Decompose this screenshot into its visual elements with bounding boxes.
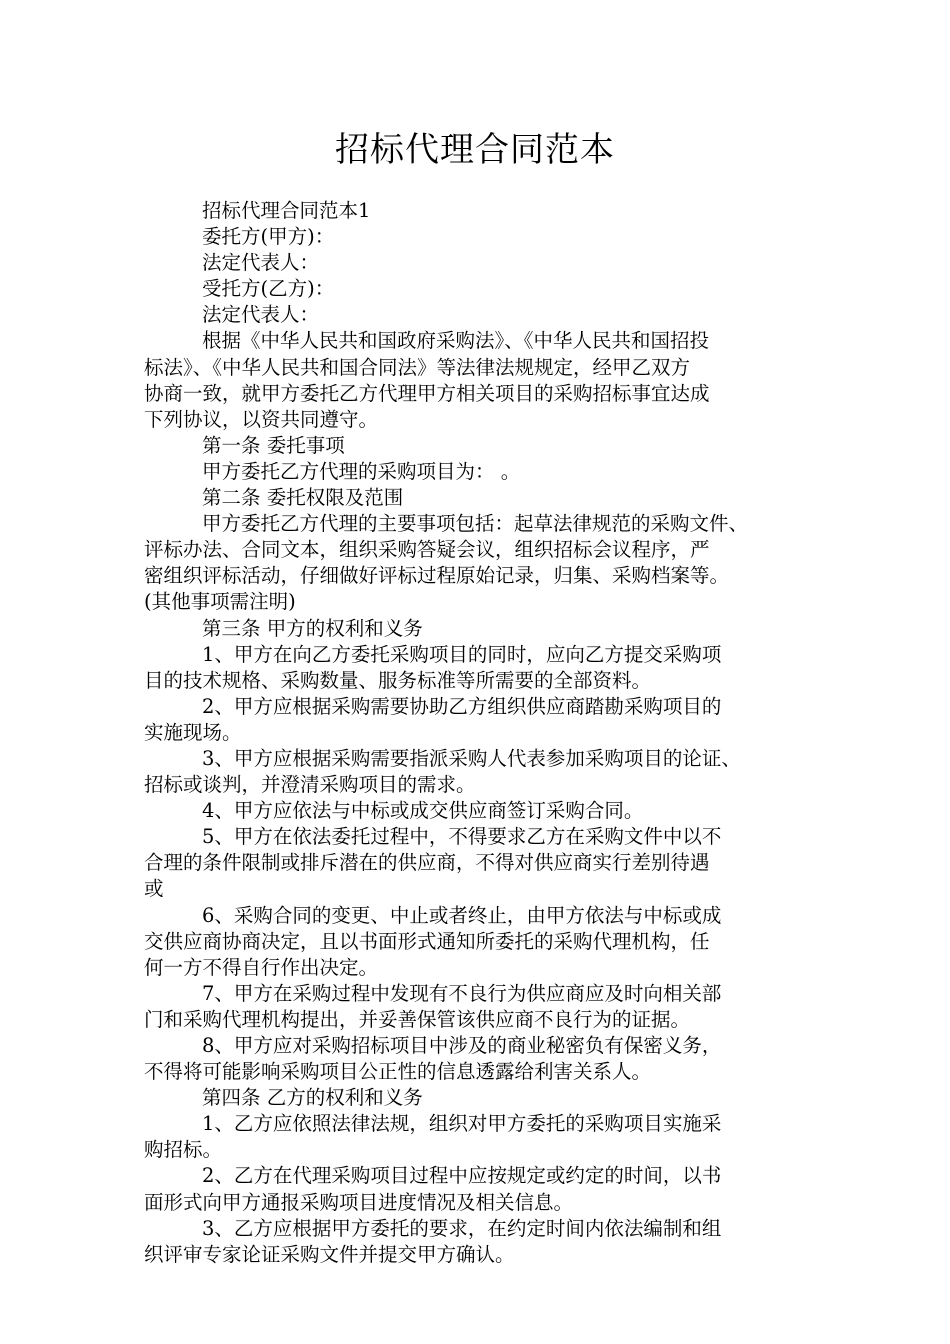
document-line: 法定代表人： (202, 303, 320, 327)
document-line: 织评审专家论证采购文件并提交甲方确认。 (144, 1242, 515, 1266)
document-line: 密组织评标活动，仔细做好评标过程原始记录，归集、采购档案等。 (144, 564, 730, 588)
document-line: 面形式向甲方通报采购项目进度情况及相关信息。 (144, 1190, 574, 1214)
document-line: 目的技术规格、采购数量、服务标准等所需要的全部资料。 (144, 668, 652, 692)
document-line: 甲方委托乙方代理的采购项目为： 。 (202, 459, 521, 483)
document-line: 根据《中华人民共和国政府采购法》、《中华人民共和国招投 (202, 329, 710, 353)
document-line: 受托方(乙方)： (202, 277, 335, 301)
document-line: 第四条 乙方的权利和义务 (202, 1086, 423, 1110)
document-line: 3、甲方应根据采购需要指派采购人代表参加采购项目的论证、 (202, 746, 741, 770)
document-line: 标法》、《中华人民共和国合同法》等法律法规规定，经甲乙双方 (144, 355, 691, 379)
document-line: 购招标。 (144, 1138, 223, 1162)
document-line: 评标办法、合同文本，组织采购答疑会议，组织招标会议程序，严 (144, 538, 710, 562)
document-line: 何一方不得自行作出决定。 (144, 955, 379, 979)
document-line: 4、甲方应依法与中标或成交供应商签订采购合同。 (202, 799, 644, 823)
document-line: 1、乙方应依照法律法规，组织对甲方委托的采购项目实施采 (202, 1112, 722, 1136)
document-line: 2、乙方在代理采购项目过程中应按规定或约定的时间，以书 (202, 1164, 722, 1188)
document-line: 第一条 委托事项 (202, 433, 345, 457)
document-body (144, 198, 824, 1268)
document-line: 或 (144, 877, 164, 901)
document-line: 法定代表人： (202, 251, 320, 275)
document-line: 1、甲方在向乙方委托采购项目的同时，应向乙方提交采购项 (202, 642, 722, 666)
document-line: 委托方(甲方)： (202, 225, 335, 249)
document-line: 2、甲方应根据采购需要协助乙方组织供应商踏勘采购项目的 (202, 694, 722, 718)
document-line: 门和采购代理机构提出，并妥善保管该供应商不良行为的证据。 (144, 1007, 691, 1031)
document-line: 协商一致，就甲方委托乙方代理甲方相关项目的采购招标事宜达成 (144, 381, 710, 405)
document-line: 甲方委托乙方代理的主要事项包括：起草法律规范的采购文件、 (202, 512, 749, 536)
document-line: 8、甲方应对采购招标项目中涉及的商业秘密负有保密义务， (202, 1034, 722, 1057)
document-line: 3、乙方应根据甲方委托的要求，在约定时间内依法编制和组 (202, 1216, 722, 1240)
document-line: 下列协议，以资共同遵守。 (144, 407, 379, 431)
document-title: 招标代理合同范本 (335, 130, 615, 170)
document-line: (其他事项需注明) (144, 590, 296, 614)
document-line: 不得将可能影响采购项目公正性的信息透露给利害关系人。 (144, 1060, 652, 1084)
document-line: 6、采购合同的变更、中止或者终止，由甲方依法与中标或成 (202, 903, 722, 927)
document-line: 第三条 甲方的权利和义务 (202, 616, 423, 640)
document-line: 实施现场。 (144, 720, 242, 744)
document-line: 招标代理合同范本1 (202, 199, 371, 222)
document-line: 7、甲方在采购过程中发现有不良行为供应商应及时向相关部 (202, 981, 722, 1005)
document-line: 合理的条件限制或排斥潜在的供应商，不得对供应商实行差别待遇 (144, 851, 710, 875)
document-line: 交供应商协商决定，且以书面形式通知所委托的采购代理机构，任 (144, 929, 710, 953)
document-line: 招标或谈判，并澄清采购项目的需求。 (144, 773, 476, 797)
document-line: 第二条 委托权限及范围 (202, 486, 404, 510)
document-line: 5、甲方在依法委托过程中，不得要求乙方在采购文件中以不 (202, 825, 722, 849)
